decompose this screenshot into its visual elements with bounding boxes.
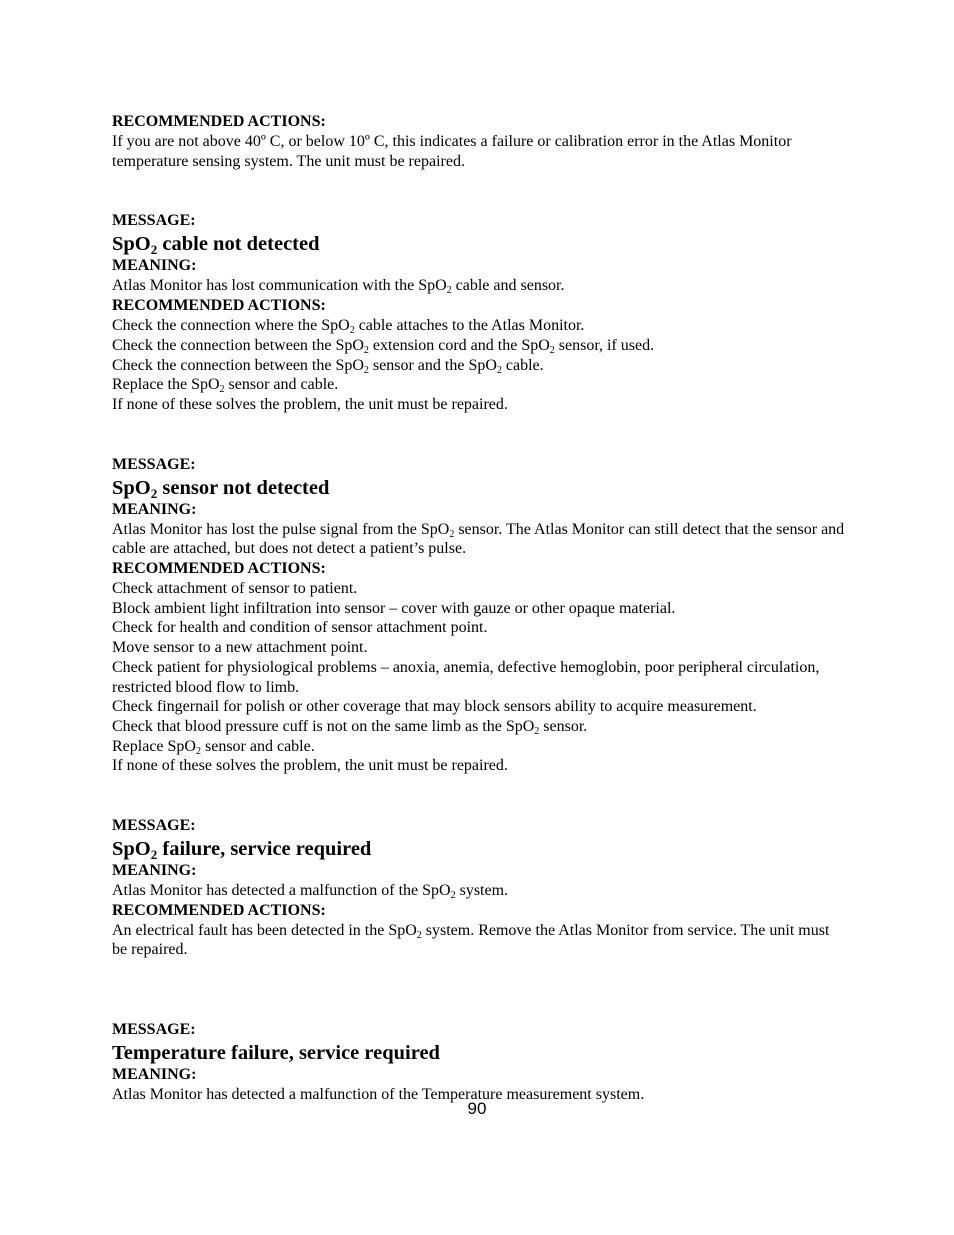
meaning-text <box>112 881 847 901</box>
subscript-2: 2 <box>496 364 502 376</box>
title-text: sensor not detected <box>157 476 330 499</box>
section-gap <box>112 960 847 1020</box>
text-run: If none of these solves the problem, the unit must be repaired. <box>112 757 508 775</box>
text-run: cable attaches to the Atlas Monitor. <box>354 317 585 335</box>
text-run: cable. <box>501 356 544 374</box>
meaning-label: MEANING: <box>112 862 197 880</box>
document-page <box>112 112 847 1105</box>
text-run: Check fingernail for polish or other coverage that may block sensors ability to acquire measurement. <box>112 698 757 716</box>
action-item <box>112 356 847 376</box>
action-item <box>112 336 847 356</box>
action-item <box>112 737 847 757</box>
message-sections <box>112 171 847 960</box>
meaning-label: MEANING: <box>112 257 197 275</box>
action-item <box>112 921 847 960</box>
action-item <box>112 638 847 658</box>
actions-label: RECOMMENDED ACTIONS: <box>112 297 326 315</box>
action-item <box>112 618 847 638</box>
title-text: failure, service required <box>157 838 372 861</box>
text-run: Block ambient light infiltration into sensor – cover with gauze or other opaque material. <box>112 599 676 617</box>
subscript-2: 2 <box>363 364 369 376</box>
text-run: An electrical fault has been detected in the SpO <box>112 921 417 939</box>
message-title <box>112 477 847 500</box>
title-text: cable not detected <box>157 233 320 256</box>
text-run: cable and sensor. <box>451 277 565 295</box>
text-run: Replace SpO <box>112 737 196 755</box>
text-run: extension cord and the SpO <box>368 336 550 354</box>
action-item <box>112 395 847 415</box>
text-run: Check the connection where the SpO <box>112 317 350 335</box>
text-run: system. <box>455 882 509 900</box>
actions-label: RECOMMENDED ACTIONS: <box>112 560 326 578</box>
title-text: SpO <box>112 233 151 256</box>
message-label: MESSAGE: <box>112 1021 196 1039</box>
subscript-2: 2 <box>416 929 422 941</box>
meaning-label: MEANING: <box>112 500 197 518</box>
action-item <box>112 756 847 776</box>
subscript-2: 2 <box>349 325 355 337</box>
section-gap <box>112 776 847 816</box>
intro-actions-text: If you are not above 40º C, or below 10º C, this indicates a failure or calibration error in the Atlas Monitor temperature sensing system. The unit must be repaired. <box>112 133 792 170</box>
subscript-2: 2 <box>534 725 540 737</box>
meaning-text: Atlas Monitor has detected a malfunction of the Temperature measurement system. <box>112 1086 645 1104</box>
action-item <box>112 658 847 697</box>
message-title <box>112 233 847 256</box>
text-run: Atlas Monitor has detected a malfunction of the SpO <box>112 882 451 900</box>
subscript-2: 2 <box>150 485 158 501</box>
text-run: Check attachment of sensor to patient. <box>112 580 358 598</box>
text-run: sensor and the SpO <box>368 356 497 374</box>
text-run: sensor. The Atlas Monitor can still detect that the sensor and cable are attached, but does not detect a patient’s pulse. <box>112 520 845 558</box>
message-title: Temperature failure, service required <box>112 1042 440 1065</box>
text-run: Check that blood pressure cuff is not on the same limb as the SpO <box>112 717 535 735</box>
message-label: MESSAGE: <box>112 455 196 473</box>
text-run: Replace the SpO <box>112 376 220 394</box>
message-label: MESSAGE: <box>112 212 196 230</box>
subscript-2: 2 <box>150 847 158 863</box>
meaning-text <box>112 520 847 559</box>
action-item <box>112 717 847 737</box>
text-run: sensor and cable. <box>200 737 315 755</box>
text-run: Atlas Monitor has lost communication with the SpO <box>112 277 447 295</box>
message-section <box>112 211 847 414</box>
page-number: 90 <box>467 1099 487 1118</box>
message-section <box>112 816 847 960</box>
subscript-2: 2 <box>150 242 158 258</box>
subscript-2: 2 <box>446 285 452 297</box>
subscript-2: 2 <box>450 890 456 902</box>
text-run: system. Remove the Atlas Monitor from service. The unit must be repaired. <box>112 921 830 959</box>
text-run: Move sensor to a new attachment point. <box>112 639 368 657</box>
text-run: sensor and cable. <box>224 376 339 394</box>
meaning-text <box>112 276 847 296</box>
message-section <box>112 455 847 776</box>
text-run: Check the connection between the SpO <box>112 336 364 354</box>
subscript-2: 2 <box>219 384 225 396</box>
text-run: Check patient for physiological problems – anoxia, anemia, defective hemoglobin, poor peripheral circulation, restricted blood flow to limb. <box>112 658 820 696</box>
text-run: sensor. <box>539 717 588 735</box>
subscript-2: 2 <box>549 344 555 356</box>
text-run: If none of these solves the problem, the unit must be repaired. <box>112 395 508 413</box>
subscript-2: 2 <box>449 528 455 540</box>
section-gap <box>112 415 847 455</box>
title-text: SpO <box>112 838 151 861</box>
actions-label: RECOMMENDED ACTIONS: <box>112 901 326 919</box>
text-run: sensor, if used. <box>554 336 655 354</box>
action-item <box>112 375 847 395</box>
title-text: SpO <box>112 476 151 499</box>
message-title <box>112 838 847 861</box>
intro-actions-label: RECOMMENDED ACTIONS: <box>112 113 326 130</box>
action-item <box>112 697 847 717</box>
message-section-temperature <box>112 1020 847 1105</box>
action-item <box>112 599 847 619</box>
subscript-2: 2 <box>363 344 369 356</box>
action-item <box>112 316 847 336</box>
text-run: Atlas Monitor has lost the pulse signal from the SpO <box>112 520 450 538</box>
action-item <box>112 579 847 599</box>
text-run: Check for health and condition of sensor attachment point. <box>112 619 488 637</box>
meaning-label: MEANING: <box>112 1066 197 1084</box>
section-gap <box>112 171 847 211</box>
text-run: Check the connection between the SpO <box>112 356 364 374</box>
message-label: MESSAGE: <box>112 817 196 835</box>
subscript-2: 2 <box>195 745 201 757</box>
